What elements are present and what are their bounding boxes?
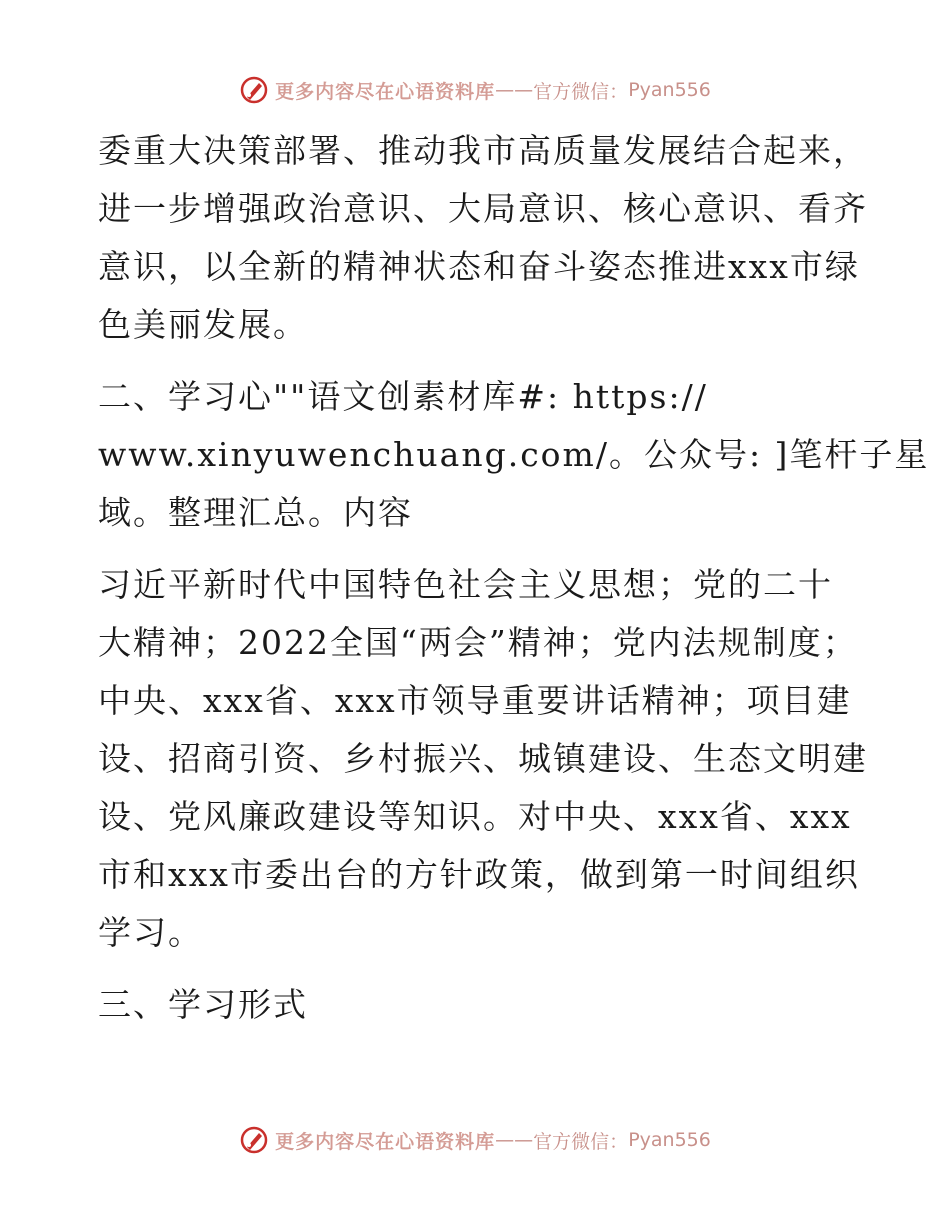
text-line: 市和xxx市委出台的方针政策，做到第一时间组织 <box>98 855 860 894</box>
watermark-footer <box>0 1120 950 1160</box>
text-line: 中央、xxx省、xxx市领导重要讲话精神；项目建 <box>98 681 852 720</box>
banner-dash: —— <box>495 1129 534 1151</box>
text-line: 进一步增强政治意识、大局意识、核心意识、看齐 <box>98 189 868 228</box>
banner-wechat-id: Pyan556 <box>628 79 711 101</box>
banner-main-text: 更多内容尽在心语资料库 <box>275 80 496 103</box>
banner-wechat-id: Pyan556 <box>628 1129 711 1151</box>
text-line: 习近平新时代中国特色社会主义思想；党的二十 <box>98 565 833 604</box>
text-line: 委重大决策部署、推动我市高质量发展结合起来， <box>98 131 868 170</box>
banner-main-text: 更多内容尽在心语资料库 <box>275 1130 496 1153</box>
text-line: 意识，以全新的精神状态和奋斗姿态推进xxx市绿 <box>98 247 860 286</box>
text-line: 色美丽发展。 <box>98 305 308 344</box>
section-heading-2: 二、学习心""语文创素材库#: https:// <box>98 377 708 416</box>
watermark-header <box>0 70 950 110</box>
banner-wechat-label: 官方微信： <box>533 1130 629 1153</box>
text-line: 域。整理汇总。内容 <box>98 493 413 532</box>
banner-dash: —— <box>495 79 534 101</box>
document-body <box>98 122 930 1034</box>
pen-logo-icon <box>239 75 269 105</box>
text-line: 设、招商引资、乡村振兴、城镇建设、生态文明建 <box>98 739 868 778</box>
banner-wechat-label: 官方微信： <box>533 80 629 103</box>
text-line: 设、党风廉政建设等知识。对中央、xxx省、xxx <box>98 797 852 836</box>
text-line: www.xinyuwenchuang.com/。公众号: ]笔杆子星 <box>98 435 930 474</box>
text-line: 学习。 <box>98 913 203 952</box>
text-line: 大精神；2022全国“两会”精神；党内法规制度； <box>98 623 858 662</box>
section-heading-3: 三、学习形式 <box>98 985 308 1024</box>
pen-logo-icon <box>239 1125 269 1155</box>
